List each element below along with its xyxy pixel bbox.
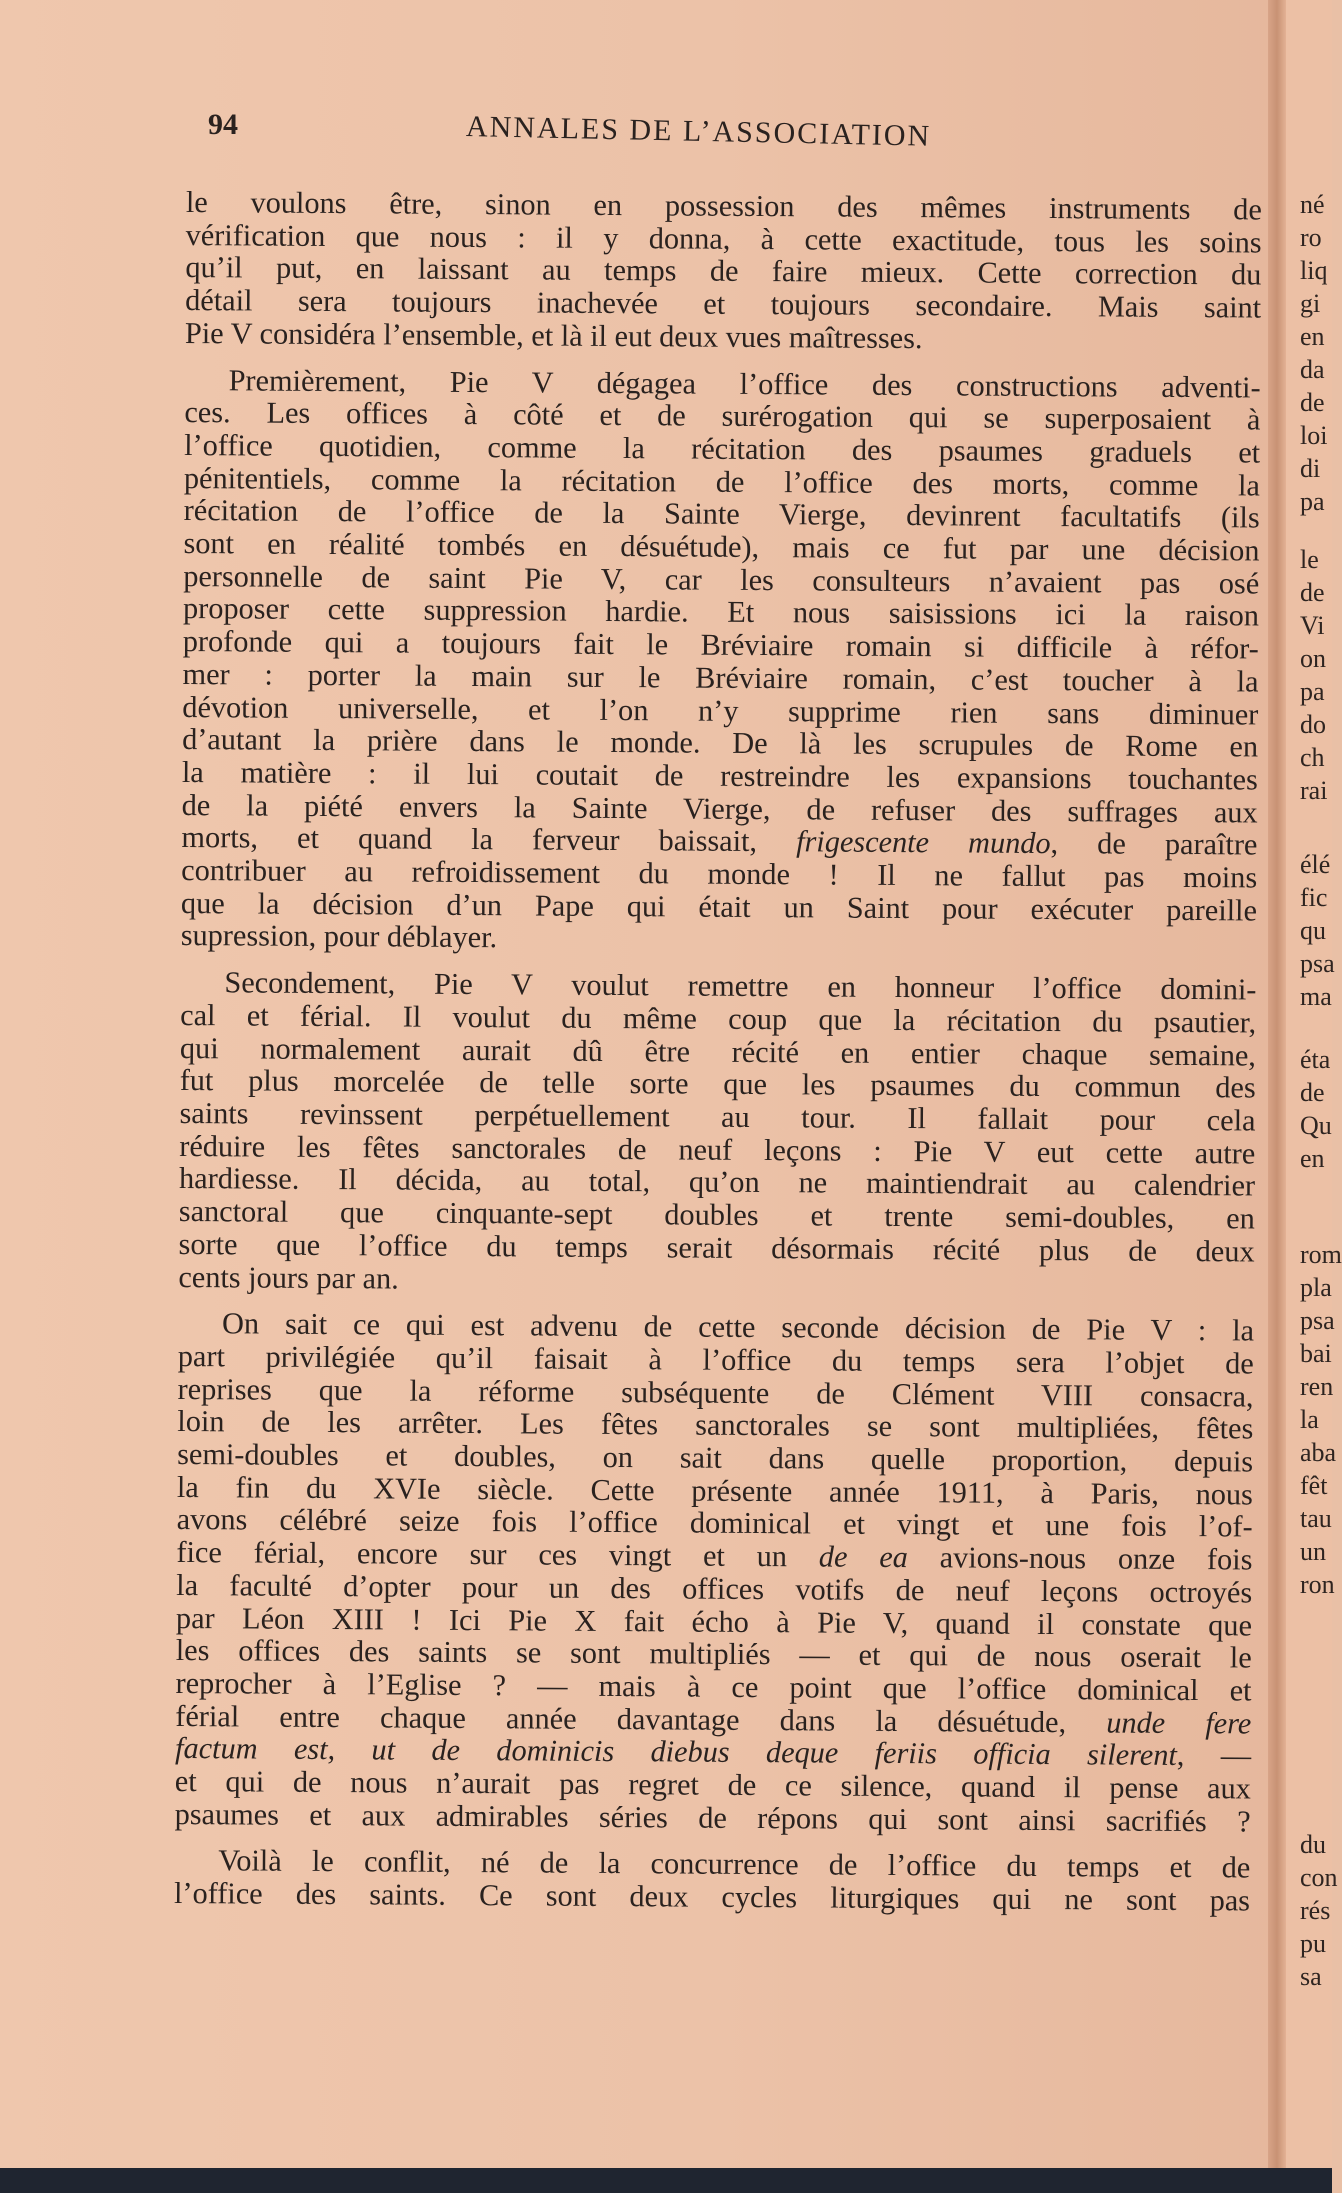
facing-page-fragment: tau <box>1300 1504 1332 1533</box>
facing-page-fragment: le <box>1300 545 1319 574</box>
facing-page-fragment: ron <box>1300 1570 1335 1599</box>
text-line: supression, pour déblayer. <box>180 918 498 955</box>
facing-page-fragment: éta <box>1300 1045 1331 1074</box>
text-line: détail sera toujours inachevée et toujours secondaire. Mais saint <box>185 283 1262 325</box>
text-line: Secondement, Pie V voulut remettre en honneur l’office domini- <box>224 965 1257 1007</box>
text-line: vérification que nous : il y donna, à cette exactitude, tous les soins <box>185 217 1262 260</box>
text-run: férial entre chaque année davantage dans la désuétude, <box>175 1698 1107 1740</box>
facing-page-fragment: en <box>1300 1144 1325 1173</box>
paragraph-1 <box>185 186 1262 357</box>
text-line: ces. Les offices à côté et de surérogation qui se superposaient à <box>184 395 1261 437</box>
facing-page-fragment: liq <box>1300 256 1328 285</box>
facing-page-fragment: psa <box>1300 949 1335 978</box>
facing-page-fragment: rai <box>1300 776 1328 805</box>
facing-page-fragment: ma <box>1300 982 1332 1011</box>
page-number: 94 <box>208 108 238 141</box>
facing-page-fragment: fêt <box>1300 1471 1328 1500</box>
facing-page-fragment: fic <box>1300 883 1328 912</box>
facing-page-fragment: sa <box>1300 1962 1322 1991</box>
text-line: loin de les arrêter. Les fêtes sanctorales se sont multipliées, fêtes <box>177 1404 1254 1446</box>
text-line: contribuer au refroidissement du monde ! Il ne fallut pas moins <box>181 853 1258 895</box>
text-line: le voulons être, sinon en possession des mêmes instruments de <box>185 185 1262 227</box>
text-line: l’office quotidien, comme la récitation des psaumes graduels et <box>184 427 1261 470</box>
text-run: , de paraître <box>1050 826 1258 862</box>
text-line: sanctoral que cinquante-sept doubles et trente semi-doubles, en <box>178 1194 1255 1236</box>
text-line: sorte que l’office du temps serait désormais récité plus de deux <box>178 1226 1255 1269</box>
text-line: les offices des saints se sont multipliés — et qui de nous oserait le <box>175 1633 1252 1675</box>
facing-page-fragment: rom <box>1300 1240 1342 1269</box>
facing-page-fragment: pla <box>1300 1273 1332 1302</box>
facing-page-fragment: psa <box>1300 1306 1335 1335</box>
facing-page-fragment: bai <box>1300 1339 1332 1368</box>
text-line: et qui de nous n’aurait pas regret de ce silence, quand il pense aux <box>174 1764 1251 1806</box>
facing-page-fragment: loi <box>1300 421 1328 450</box>
paragraph-4 <box>175 1307 1255 1838</box>
text-line: proposer cette suppression hardie. Et nous saisissions ici la raison <box>182 591 1260 633</box>
text-line: profonde qui a toujours fait le Bréviaire romain si difficile à réfor- <box>182 624 1259 666</box>
facing-page-fragment: ch <box>1300 743 1325 772</box>
text-line: que la décision d’un Pape qui était un Saint pour exécuter pareille <box>180 885 1258 928</box>
text-line: de la piété envers la Sainte Vierge, de refuser des suffrages aux <box>181 787 1258 830</box>
facing-page-fragment: da <box>1300 355 1325 384</box>
facing-page-fragment: pu <box>1300 1929 1326 1958</box>
facing-page-fragment: pa <box>1300 677 1325 706</box>
facing-page-fragment: un <box>1300 1537 1326 1566</box>
facing-page-fragment: on <box>1300 644 1326 673</box>
facing-page-fragment: Vi <box>1300 611 1325 640</box>
text-line: par Léon XIII ! Ici Pie X fait écho à Pie V, quand il constate que <box>175 1600 1253 1643</box>
text-line: Premièrement, Pie V dégagea l’office des constructions adventi- <box>228 362 1261 405</box>
facing-page-fragment: di <box>1300 454 1321 483</box>
italic-phrase: factum est, ut de dominicis diebus deque feriis officia silerent <box>174 1731 1177 1773</box>
facing-page-fragment: élé <box>1300 850 1331 879</box>
facing-page-fragment: gi <box>1300 289 1321 318</box>
text-run: avions-nous onze fois <box>907 1540 1253 1577</box>
text-line: qu’il put, en laissant au temps de faire mieux. Cette correction du <box>185 250 1262 292</box>
scan-bottom-edge <box>0 2168 1332 2193</box>
text-line: mer : porter la main sur le Bréviaire romain, c’est toucher à la <box>182 656 1259 699</box>
text-line: Pie V considéra l’ensemble, et là il eut deux vues maîtresses. <box>184 315 923 355</box>
running-head: ANNALES DE L’ASSOCIATION <box>465 110 932 153</box>
facing-page-fragment: pa <box>1300 487 1325 516</box>
text-line: part privilégiée qu’il faisait à l’office du temps sera l’objet de <box>177 1338 1254 1381</box>
facing-page-fragment: de <box>1300 1078 1325 1107</box>
paragraph-5 <box>174 1844 1250 1917</box>
body-text <box>174 186 1262 1931</box>
facing-page-fragment: aba <box>1300 1438 1337 1467</box>
italic-phrase: unde fere <box>1106 1705 1252 1741</box>
text-line: qui normalement aurait dû être récité en entier chaque semaine, <box>179 1030 1257 1073</box>
text-line: avons célébré seize fois l’office dominical et vingt et une fois l’of- <box>176 1502 1253 1544</box>
text-line: cal et férial. Il voulut du même coup que la récitation du psautier, <box>180 997 1257 1040</box>
text-line: On sait ce qui est advenu de cette seconde décision de Pie V : la <box>221 1306 1255 1348</box>
facing-page-fragment: qu <box>1300 916 1326 945</box>
facing-page-fragment: do <box>1300 710 1326 739</box>
book-gutter <box>1268 0 1286 2193</box>
text-run: , — <box>1176 1738 1252 1773</box>
facing-page-fragment: ren <box>1300 1372 1334 1401</box>
text-line: récitation de l’office de la Sainte Vierge, devinrent facultatifs (ils <box>183 493 1260 535</box>
facing-page-fragment: ro <box>1300 223 1322 252</box>
italic-phrase: frigescente mundo <box>796 824 1051 861</box>
text-line: la fin du XVIe siècle. Cette présente année 1911, à Paris, nous <box>176 1469 1254 1512</box>
text-run: fice férial, encore sur ces vingt et un <box>176 1535 819 1574</box>
text-line: semi-doubles et doubles, on sait dans quelle proportion, depuis <box>177 1436 1254 1479</box>
text-line: l’office des saints. Ce sont deux cycles liturgiques qui ne sont pas <box>173 1876 1251 1918</box>
facing-page-fragment: con <box>1300 1863 1338 1892</box>
facing-page-fragment: rés <box>1300 1896 1331 1925</box>
italic-phrase: de ea <box>818 1539 909 1575</box>
text-line: la faculté d’opter pour un des offices votifs de neuf leçons octroyés <box>176 1567 1253 1610</box>
facing-page-fragment: du <box>1300 1830 1326 1859</box>
text-line: la matière : il lui coutait de restreindre les expansions touchantes <box>181 754 1259 797</box>
facing-page-fragment: né <box>1300 190 1325 219</box>
text-line: reprises que la réforme subséquente de Clément VIII consacra, <box>177 1371 1254 1414</box>
text-line: psaumes et aux admirables séries de répons qui sont ainsi sacrifiés ? <box>174 1796 1251 1839</box>
text-run: morts, et quand la ferveur baissait, <box>181 820 797 859</box>
text-line: hardiesse. Il décida, au total, qu’on ne maintiendrait au calendrier <box>178 1161 1256 1203</box>
text-line: dévotion universelle, et l’on n’y supprime rien sans diminuer <box>182 689 1259 732</box>
text-line: sont en réalité tombés en désuétude), mais ce fut par une décision <box>183 526 1260 568</box>
text-line: pénitentiels, comme la récitation de l’office des morts, comme la <box>183 460 1261 503</box>
text-line: personnelle de saint Pie V, car les consulteurs n’avaient pas osé <box>183 558 1260 601</box>
text-line: saints revinssent perpétuellement au tour. Il fallait pour cela <box>179 1095 1256 1138</box>
text-line: réduire les fêtes sanctorales de neuf leçons : Pie V eut cette autre <box>179 1128 1256 1171</box>
text-line: Voilà le conflit, né de la concurrence de l’office du temps et de <box>218 1843 1251 1885</box>
facing-page-fragment: en <box>1300 322 1325 351</box>
facing-page-fragment: de <box>1300 578 1325 607</box>
paragraph-3 <box>178 966 1256 1301</box>
facing-page-fragment: la <box>1300 1405 1319 1434</box>
text-line: cents jours par an. <box>178 1259 399 1296</box>
facing-page-fragment: Qu <box>1300 1111 1332 1140</box>
text-line: reprocher à l’Eglise ? — mais à ce point que l’office dominical et <box>175 1665 1252 1708</box>
text-line: fut plus morcelée de telle sorte que les psaumes du commun des <box>179 1063 1256 1105</box>
page-header <box>208 108 1258 153</box>
paragraph-2 <box>181 364 1261 960</box>
facing-page-fragment: de <box>1300 388 1325 417</box>
text-line: d’autant la prière dans le monde. De là les scrupules de Rome en <box>182 722 1259 764</box>
